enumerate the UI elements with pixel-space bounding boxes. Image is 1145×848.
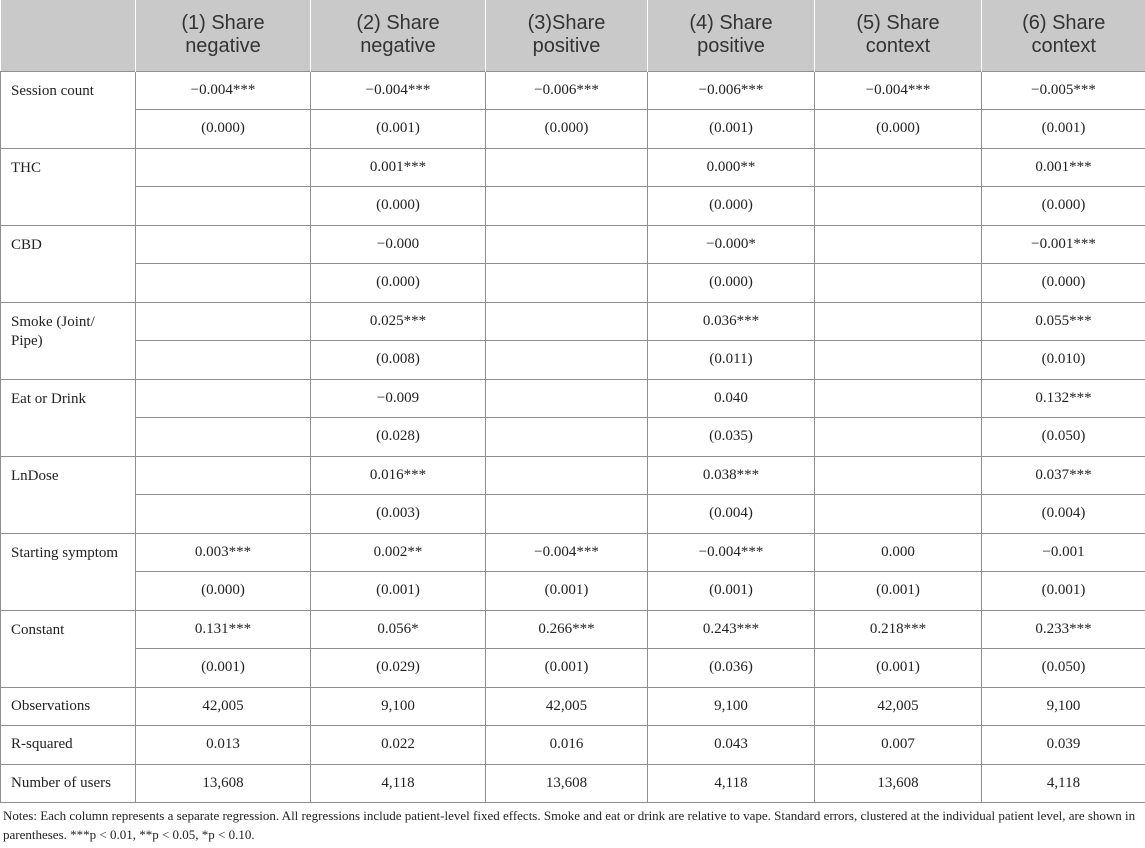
header-cell-model-6 — [982, 0, 1145, 71]
standard-error-cell — [136, 418, 311, 457]
coefficient-cell: 0.036*** — [648, 302, 815, 341]
coefficient-cell: −0.006*** — [648, 71, 815, 110]
standard-error-cell: (0.000) — [648, 187, 815, 226]
statistic-value-cell: 9,100 — [648, 687, 815, 726]
statistic-value-cell: 42,005 — [136, 687, 311, 726]
coefficient-cell: −0.004*** — [648, 533, 815, 572]
statistic-value-cell: 0.007 — [815, 726, 982, 765]
header-cell-model-5 — [815, 0, 982, 71]
statistic-value-cell: 9,100 — [311, 687, 486, 726]
table-row-standard-error — [1, 264, 1145, 303]
standard-error-cell — [815, 418, 982, 457]
standard-error-cell: (0.050) — [982, 649, 1145, 688]
coefficient-cell — [486, 302, 648, 341]
variable-label: THC — [1, 148, 136, 225]
standard-error-cell: (0.001) — [982, 572, 1145, 611]
coefficient-cell — [815, 225, 982, 264]
coefficient-cell: 0.000** — [648, 148, 815, 187]
standard-error-cell: (0.010) — [982, 341, 1145, 380]
table-row-coefficient — [1, 71, 1145, 110]
standard-error-cell — [136, 264, 311, 303]
coefficient-cell: 0.016*** — [311, 456, 486, 495]
coefficient-cell: −0.006*** — [486, 71, 648, 110]
table-row-statistic — [1, 726, 1145, 765]
coefficient-cell: 0.040 — [648, 379, 815, 418]
standard-error-cell — [486, 187, 648, 226]
coefficient-cell: 0.001*** — [982, 148, 1145, 187]
header-line-2: negative — [185, 35, 261, 58]
coefficient-cell: 0.218*** — [815, 610, 982, 649]
coefficient-cell — [136, 379, 311, 418]
table-row-coefficient — [1, 302, 1145, 341]
variable-label: LnDose — [1, 456, 136, 533]
header-line-1: (1) Share — [181, 12, 265, 35]
table-row-standard-error — [1, 572, 1145, 611]
coefficient-cell: −0.004*** — [136, 71, 311, 110]
header-line-1: (5) Share — [856, 12, 940, 35]
table-row-standard-error — [1, 187, 1145, 226]
header-line-1: (2) Share — [356, 12, 440, 35]
standard-error-cell: (0.001) — [311, 110, 486, 149]
standard-error-cell — [486, 418, 648, 457]
coefficient-cell — [136, 302, 311, 341]
statistic-value-cell: 13,608 — [815, 764, 982, 803]
standard-error-cell: (0.004) — [648, 495, 815, 534]
table-row-coefficient — [1, 379, 1145, 418]
coefficient-cell — [136, 456, 311, 495]
standard-error-cell: (0.001) — [648, 110, 815, 149]
standard-error-cell: (0.001) — [982, 110, 1145, 149]
coefficient-cell: 0.055*** — [982, 302, 1145, 341]
coefficient-cell: 0.002** — [311, 533, 486, 572]
header-row — [1, 0, 1145, 71]
coefficient-cell — [815, 456, 982, 495]
standard-error-cell — [815, 187, 982, 226]
statistic-value-cell: 0.022 — [311, 726, 486, 765]
header-cell-stub — [1, 0, 136, 71]
statistic-value-cell: 4,118 — [982, 764, 1145, 803]
statistic-value-cell: 42,005 — [815, 687, 982, 726]
header-cell-model-4 — [648, 0, 815, 71]
coefficient-cell: −0.009 — [311, 379, 486, 418]
header-line-2: context — [865, 35, 931, 58]
table-body — [1, 71, 1145, 803]
standard-error-cell: (0.001) — [486, 572, 648, 611]
coefficient-cell — [136, 148, 311, 187]
coefficient-cell: 0.243*** — [648, 610, 815, 649]
table-row-coefficient — [1, 148, 1145, 187]
coefficient-cell — [815, 148, 982, 187]
header-cell-model-3 — [486, 0, 648, 71]
coefficient-cell — [815, 379, 982, 418]
table-row-statistic — [1, 764, 1145, 803]
standard-error-cell: (0.001) — [486, 649, 648, 688]
header-line-2: context — [1031, 35, 1096, 58]
standard-error-cell — [136, 495, 311, 534]
header-line-1: (4) Share — [689, 12, 773, 35]
coefficient-cell: 0.038*** — [648, 456, 815, 495]
standard-error-cell: (0.000) — [311, 264, 486, 303]
standard-error-cell: (0.000) — [136, 572, 311, 611]
coefficient-cell: −0.000 — [311, 225, 486, 264]
statistic-label: R-squared — [1, 726, 136, 765]
table-header — [1, 0, 1145, 71]
coefficient-cell: −0.001*** — [982, 225, 1145, 264]
coefficient-cell: −0.005*** — [982, 71, 1145, 110]
statistic-value-cell: 13,608 — [136, 764, 311, 803]
coefficient-cell: 0.056* — [311, 610, 486, 649]
standard-error-cell — [136, 341, 311, 380]
coefficient-cell: −0.000* — [648, 225, 815, 264]
standard-error-cell: (0.001) — [815, 572, 982, 611]
table-row-standard-error — [1, 418, 1145, 457]
standard-error-cell: (0.035) — [648, 418, 815, 457]
coefficient-cell: 0.025*** — [311, 302, 486, 341]
coefficient-cell: 0.266*** — [486, 610, 648, 649]
header-line-2: negative — [360, 35, 436, 58]
standard-error-cell: (0.000) — [311, 187, 486, 226]
coefficient-cell: 0.233*** — [982, 610, 1145, 649]
variable-label: Smoke (Joint/ Pipe) — [1, 302, 136, 379]
standard-error-cell — [136, 187, 311, 226]
standard-error-cell: (0.004) — [982, 495, 1145, 534]
coefficient-cell: −0.001 — [982, 533, 1145, 572]
standard-error-cell: (0.000) — [486, 110, 648, 149]
standard-error-cell: (0.008) — [311, 341, 486, 380]
standard-error-cell: (0.001) — [648, 572, 815, 611]
statistic-label: Observations — [1, 687, 136, 726]
coefficient-cell: 0.131*** — [136, 610, 311, 649]
standard-error-cell: (0.000) — [815, 110, 982, 149]
variable-label: CBD — [1, 225, 136, 302]
coefficient-cell — [486, 379, 648, 418]
standard-error-cell: (0.050) — [982, 418, 1145, 457]
coefficient-cell: −0.004*** — [815, 71, 982, 110]
statistic-value-cell: 0.043 — [648, 726, 815, 765]
variable-label: Session count — [1, 71, 136, 148]
table-row-coefficient — [1, 533, 1145, 572]
standard-error-cell — [815, 341, 982, 380]
standard-error-cell: (0.000) — [136, 110, 311, 149]
table-row-coefficient — [1, 610, 1145, 649]
standard-error-cell: (0.001) — [311, 572, 486, 611]
table-row-coefficient — [1, 225, 1145, 264]
standard-error-cell — [486, 495, 648, 534]
variable-label: Eat or Drink — [1, 379, 136, 456]
table-row-coefficient — [1, 456, 1145, 495]
header-line-1: (3)Share — [527, 12, 606, 35]
coefficient-cell: −0.004*** — [311, 71, 486, 110]
table-row-standard-error — [1, 495, 1145, 534]
statistic-value-cell: 4,118 — [311, 764, 486, 803]
statistic-value-cell: 0.016 — [486, 726, 648, 765]
coefficient-cell — [136, 225, 311, 264]
table-row-standard-error — [1, 649, 1145, 688]
coefficient-cell — [486, 225, 648, 264]
statistic-label: Number of users — [1, 764, 136, 803]
table-row-standard-error — [1, 110, 1145, 149]
header-cell-model-1 — [136, 0, 311, 71]
statistic-value-cell: 13,608 — [486, 764, 648, 803]
statistic-value-cell: 42,005 — [486, 687, 648, 726]
statistic-value-cell: 0.013 — [136, 726, 311, 765]
coefficient-cell — [486, 148, 648, 187]
table-notes: Notes: Each column represents a separate regression. All regressions include patient-level fixed effects. Smoke and eat or drink are relative to vape. Standard errors, clustered at the individual patient level, are shown in parentheses. ***p < 0.01, **p < 0.05, *p < 0.10. — [3, 808, 1136, 842]
coefficient-cell: −0.004*** — [486, 533, 648, 572]
standard-error-cell: (0.000) — [982, 187, 1145, 226]
header-cell-model-2 — [311, 0, 486, 71]
standard-error-cell: (0.001) — [815, 649, 982, 688]
coefficient-cell: 0.000 — [815, 533, 982, 572]
coefficient-cell: 0.132*** — [982, 379, 1145, 418]
standard-error-cell: (0.000) — [648, 264, 815, 303]
standard-error-cell: (0.029) — [311, 649, 486, 688]
standard-error-cell: (0.000) — [982, 264, 1145, 303]
header-line-2: positive — [532, 35, 601, 58]
statistic-value-cell: 0.039 — [982, 726, 1145, 765]
header-line-1: (6) Share — [1022, 12, 1106, 35]
standard-error-cell: (0.003) — [311, 495, 486, 534]
standard-error-cell — [815, 264, 982, 303]
table-row-statistic — [1, 687, 1145, 726]
statistic-value-cell: 4,118 — [648, 764, 815, 803]
coefficient-cell — [486, 456, 648, 495]
coefficient-cell: 0.001*** — [311, 148, 486, 187]
variable-label: Constant — [1, 610, 136, 687]
variable-label: Starting symptom — [1, 533, 136, 610]
coefficient-cell — [815, 302, 982, 341]
header-line-2: positive — [697, 35, 765, 58]
standard-error-cell: (0.001) — [136, 649, 311, 688]
table-row-standard-error — [1, 341, 1145, 380]
statistic-value-cell: 9,100 — [982, 687, 1145, 726]
standard-error-cell — [815, 495, 982, 534]
coefficient-cell: 0.037*** — [982, 456, 1145, 495]
standard-error-cell: (0.036) — [648, 649, 815, 688]
coefficient-cell: 0.003*** — [136, 533, 311, 572]
standard-error-cell — [486, 341, 648, 380]
standard-error-cell: (0.011) — [648, 341, 815, 380]
standard-error-cell: (0.028) — [311, 418, 486, 457]
standard-error-cell — [486, 264, 648, 303]
